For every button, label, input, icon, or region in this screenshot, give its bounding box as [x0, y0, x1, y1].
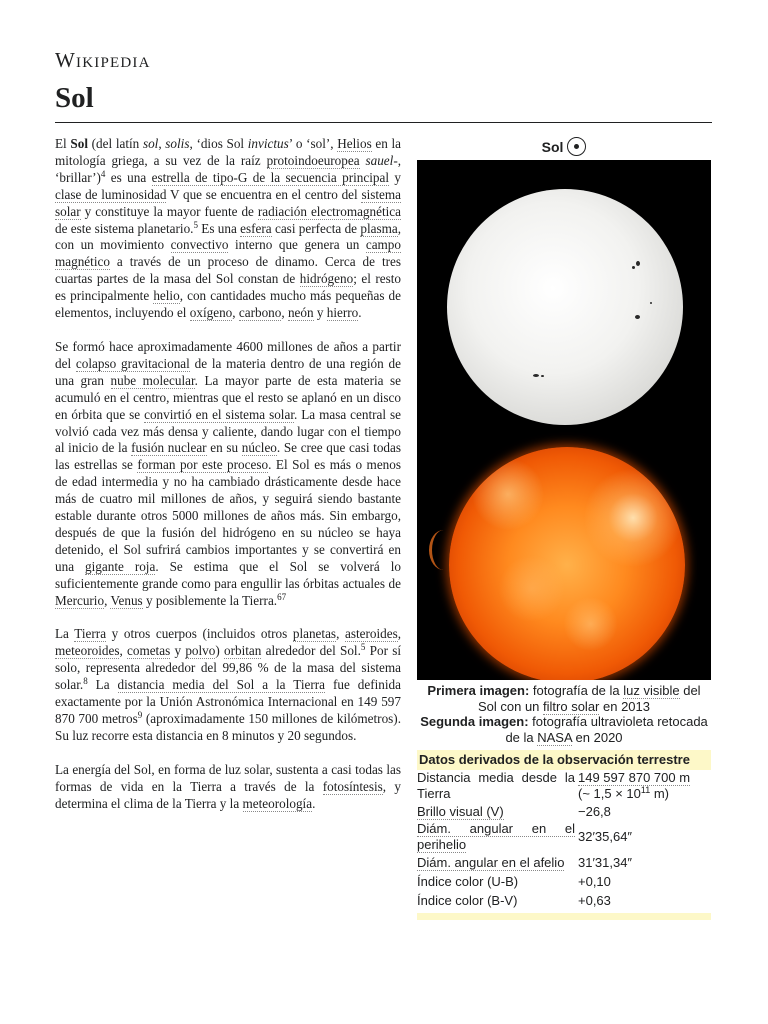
reference-link[interactable]: 9	[137, 710, 143, 720]
article-link[interactable]: neón	[287, 305, 314, 321]
article-link[interactable]: convirtió en el sistema solar	[144, 406, 294, 422]
article-link[interactable]: orbitan	[224, 643, 262, 659]
article-link[interactable]: hidrógeno	[299, 271, 354, 287]
article-link[interactable]: meteoroides	[55, 643, 120, 659]
wikipedia-logo[interactable]: Wikipedia	[55, 48, 151, 72]
article-link[interactable]: estrella de tipo-G de la secuencia principal	[151, 169, 390, 185]
article-link[interactable]: clase de luminosidad	[55, 186, 167, 202]
article-link[interactable]: Mercurio	[55, 592, 105, 608]
data-row-value: −26,8	[578, 803, 611, 819]
data-row-color-bv	[417, 891, 711, 910]
observation-data-header: Datos derivados de la observación terrestre	[417, 750, 711, 770]
reference-link[interactable]: 4	[100, 168, 106, 179]
data-row-aphelion	[417, 853, 711, 872]
caption-second-label: Segunda imagen:	[420, 714, 529, 729]
paragraph-intro: El Sol (del latín sol, solis, ‘dios Sol invictus’ o ‘sol’, Helios en la mitología griega, a su vez de la raíz protoindoeuropea sauel-, ‘brillar’)$^4$ es una estrella de tipo-G de la secuencia principal y clase de luminosidad V que se encuentra en el centro del sistema solar y constituye la mayor fuente de radiación electromagnética de este sistema planetario.$^5$ Es una esfera casi perfecta de plasma, con un movimiento convectivo interno que genera un campo magnético a través de un proceso de dinamo. Cerca de tres cuartas partes de la masa del Sol constan de hidrógeno; el resto es principalmente helio, con cantidades mucho más pequeñas de elementos, incluyendo el oxígeno, carbono, neón y hierro.	[55, 136, 402, 321]
italic-term: sol	[142, 136, 159, 151]
infobox-title-text: Sol	[541, 139, 564, 155]
reference-link[interactable]: 5	[360, 642, 366, 653]
ultraviolet-sun-image	[449, 447, 685, 680]
article-link[interactable]: Tierra	[74, 626, 107, 642]
link-perihelio[interactable]: Diám. angular en el perihelio	[417, 821, 575, 852]
article-link[interactable]: fotosíntesis	[322, 778, 383, 794]
article-link[interactable]: distancia media del Sol a la Tierra	[117, 677, 326, 693]
article-link[interactable]: esfera	[240, 220, 272, 236]
article-link[interactable]: meteorología	[242, 795, 313, 811]
italic-term: invictus	[247, 136, 289, 151]
article-link[interactable]: protoindoeuropea	[266, 152, 360, 168]
link-filtro-solar[interactable]: filtro solar	[543, 698, 600, 714]
infobox-footer	[417, 913, 711, 920]
data-row-value: 149 597 870 700 m (~ $1,5 \times 10^{11}$ m)	[578, 770, 691, 801]
bold-term: Sol	[70, 136, 88, 151]
article-link[interactable]: cometas	[127, 643, 171, 659]
article-link[interactable]: convectivo	[170, 237, 229, 253]
data-row-distance	[417, 770, 711, 802]
reference-link[interactable]: 5	[193, 219, 198, 230]
data-row-key: Índice color (U-B)	[417, 873, 519, 889]
article-link[interactable]: gigante roja	[85, 558, 156, 574]
sun-image[interactable]	[417, 160, 711, 680]
article-link[interactable]: fusión nuclear	[131, 440, 207, 456]
article-link[interactable]: radiación electromagnética	[257, 203, 402, 219]
article-link[interactable]: planetas	[292, 626, 337, 642]
infobox-title	[417, 136, 711, 160]
article-link[interactable]: asteroides	[344, 626, 398, 642]
article-body	[55, 136, 401, 830]
sun-symbol-icon	[567, 137, 586, 156]
article-link[interactable]: núcleo	[241, 440, 277, 456]
paragraph-orbit: La Tierra y otros cuerpos (incluidos otros planetas, asteroides, meteoroides, cometas y polvo) orbitan alrededor del Sol.$^5$ Por sí solo, representa alrededor del 99,86 % de la masa del sistema solar.$^8$ La distancia media del Sol a la Tierra fue definida exactamente por la Unión Astronómica Internacional en 149 597 870 700 metros$^9$ (aproximadamente 150 millones de kilómetros). Su luz recorre esta distancia en 8 minutos y 20 segundos.	[55, 626, 402, 743]
data-row-value: 32′35,64″	[578, 829, 633, 844]
article-link[interactable]: polvo	[185, 643, 216, 659]
article-link[interactable]: oxígeno	[189, 305, 233, 321]
caption-first-label: Primera imagen:	[427, 683, 530, 698]
page-title: Sol	[55, 82, 94, 114]
article-link[interactable]: hierro	[326, 305, 359, 321]
article-link[interactable]: plasma	[360, 220, 398, 236]
article-link[interactable]: helio	[153, 288, 180, 304]
reference-link[interactable]: 6	[277, 591, 282, 602]
article-link[interactable]: colapso gravitacional	[75, 355, 190, 371]
article-link[interactable]: Helios	[337, 136, 372, 151]
data-row-value: 31′31,34″	[578, 854, 633, 870]
data-row-brightness	[417, 802, 711, 821]
reference-link[interactable]: 7	[281, 591, 287, 602]
visible-light-sun-image	[447, 189, 683, 425]
article-link[interactable]: nube molecular	[110, 372, 195, 388]
data-row-value: +0,63	[578, 892, 611, 908]
data-row-perihelion	[417, 821, 711, 853]
paragraph-energy: La energía del Sol, en forma de luz solar, sustenta a casi todas las formas de vida en la Tierra a través de la fotosíntesis, y determina el clima de la Tierra y la meteorología.	[55, 761, 401, 811]
title-divider	[55, 122, 712, 123]
data-row-color-ub	[417, 872, 711, 891]
article-link[interactable]: Venus	[110, 592, 143, 608]
paragraph-formation: Se formó hace aproximadamente 4600 millones de años a partir del colapso gravitacional de la materia dentro de una región de una gran nube molecular. La mayor parte de esta materia se acumuló en el centro, mientras que el resto se aplanó en un disco en órbita que se convirtió en el sistema solar. La masa central se volvió cada vez más densa y caliente, dando lugar con el tiempo al inicio de la fusión nuclear en su núcleo. Se cree que casi todas las estrellas se forman por este proceso. El Sol es más o menos de edad intermedia y no ha cambiado drásticamente desde hace más de cuatro mil millones de años, y seguirá siendo bastante estable durante otros 5000 millones de años más. Sin embargo, después de que la fusión del hidrógeno en su núcleo se haya detenido, el Sol sufrirá cambios importantes y se convertirá en una gigante roja. Se estima que el Sol se volverá lo suficientemente grande como para engullir las órbitas actuales de Mercurio, Venus y posiblemente la Tierra.$^{67}$	[55, 338, 401, 608]
link-brillo-visual[interactable]: Brillo visual (V)	[417, 803, 504, 819]
link-afelio[interactable]: Diám. angular en el afelio	[417, 854, 565, 870]
article-link[interactable]: sistema solar	[55, 186, 401, 219]
image-caption: Primera imagen: fotografía de la luz visible del Sol con un filtro solar en 2013 Segunda imagen: fotografía ultravioleta retocada de la NASA en 2020	[420, 683, 708, 745]
article-link[interactable]: forman por este proceso	[137, 457, 269, 473]
data-row-key: Índice color (B-V)	[417, 892, 518, 908]
article-link[interactable]: campo magnético	[55, 237, 401, 270]
data-row-value: +0,10	[578, 873, 611, 889]
italic-term: solis	[165, 136, 190, 151]
data-row-key: Distancia media desde la Tierra	[417, 770, 575, 801]
italic-term: sauel-	[365, 152, 398, 168]
link-nasa[interactable]: NASA	[537, 729, 572, 745]
infobox	[417, 136, 711, 920]
article-link[interactable]: carbono	[238, 305, 282, 321]
link-luz-visible[interactable]: luz visible	[623, 683, 680, 698]
reference-link[interactable]: 8	[83, 676, 88, 687]
